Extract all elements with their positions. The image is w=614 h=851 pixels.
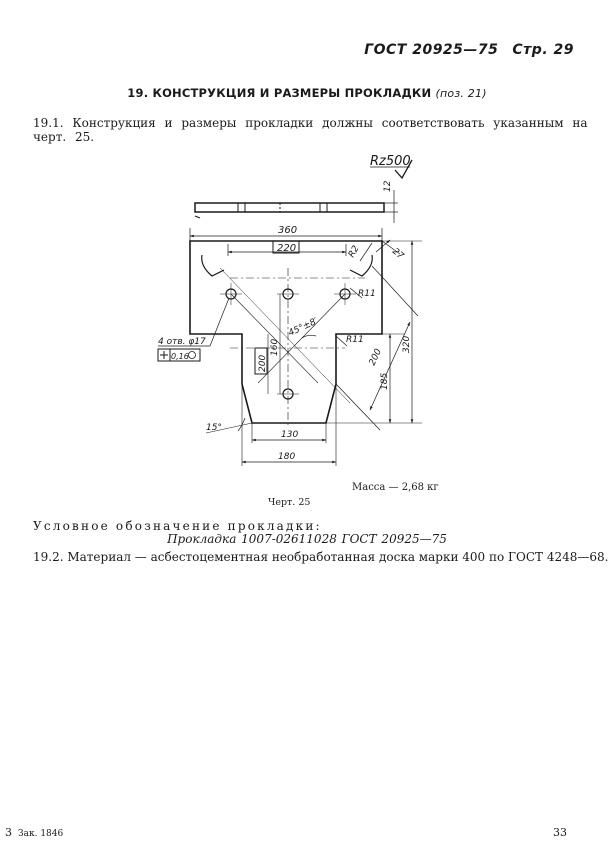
- footer-page-number: 33: [553, 826, 567, 839]
- thickness-label: 12: [383, 180, 393, 192]
- dim-200-left-label: 200: [258, 354, 268, 372]
- dim-320-label: 320: [402, 335, 412, 353]
- section-title: [0, 86, 614, 100]
- dim-185-label: 185: [380, 372, 390, 390]
- footer-left: [5, 826, 63, 839]
- section-title-position: (поз. 21): [435, 87, 487, 100]
- paragraph-19-1: 19.1. Конструкция и размеры прокладки должны соответствовать указанным на черт. 25.: [33, 116, 588, 144]
- standard-number: ГОСТ 20925—75: [364, 42, 499, 58]
- footer-sheet-number: 3: [5, 826, 12, 839]
- footer-order: Зак. 1846: [18, 829, 64, 839]
- technical-drawing: [150, 148, 450, 478]
- figure-caption: Черт. 25: [268, 497, 311, 508]
- width-180-label: 180: [278, 452, 296, 462]
- designation-value: Прокладка 1007-02611028 ГОСТ 20925—75: [167, 532, 447, 546]
- angle-15-label: 15°: [206, 423, 222, 433]
- dim-27-label: 27: [390, 246, 406, 262]
- designation-label: Условное обозначение прокладки:: [33, 519, 322, 533]
- roughness-label: Rz500: [370, 154, 411, 169]
- width-360-label: 360: [278, 225, 298, 236]
- r2-label: R2: [346, 244, 362, 260]
- width-130-label: 130: [281, 430, 299, 440]
- r11-mid-label: R11: [346, 335, 364, 345]
- angle-45-8-label: 45°±8′: [287, 316, 320, 339]
- width-220-label: 220: [277, 243, 297, 254]
- section-title-main: 19. КОНСТРУКЦИЯ И РАЗМЕРЫ ПРОКЛАДКИ: [127, 86, 432, 100]
- holes-note-label: 4 отв. φ17: [158, 337, 206, 347]
- page-header: [364, 42, 574, 58]
- dim-200-diag-label: 200: [367, 347, 384, 368]
- mass-caption: Масса — 2,68 кг: [352, 482, 439, 493]
- paragraph-19-2: 19.2. Материал — асбестоцементная необработанная доска марки 400 по ГОСТ 4248—68.: [33, 550, 609, 564]
- dim-160-label: 160: [270, 338, 280, 356]
- r11-top-label: R11: [358, 289, 376, 299]
- page-number: Стр. 29: [512, 42, 574, 58]
- tolerance-label: 0,16: [171, 352, 189, 361]
